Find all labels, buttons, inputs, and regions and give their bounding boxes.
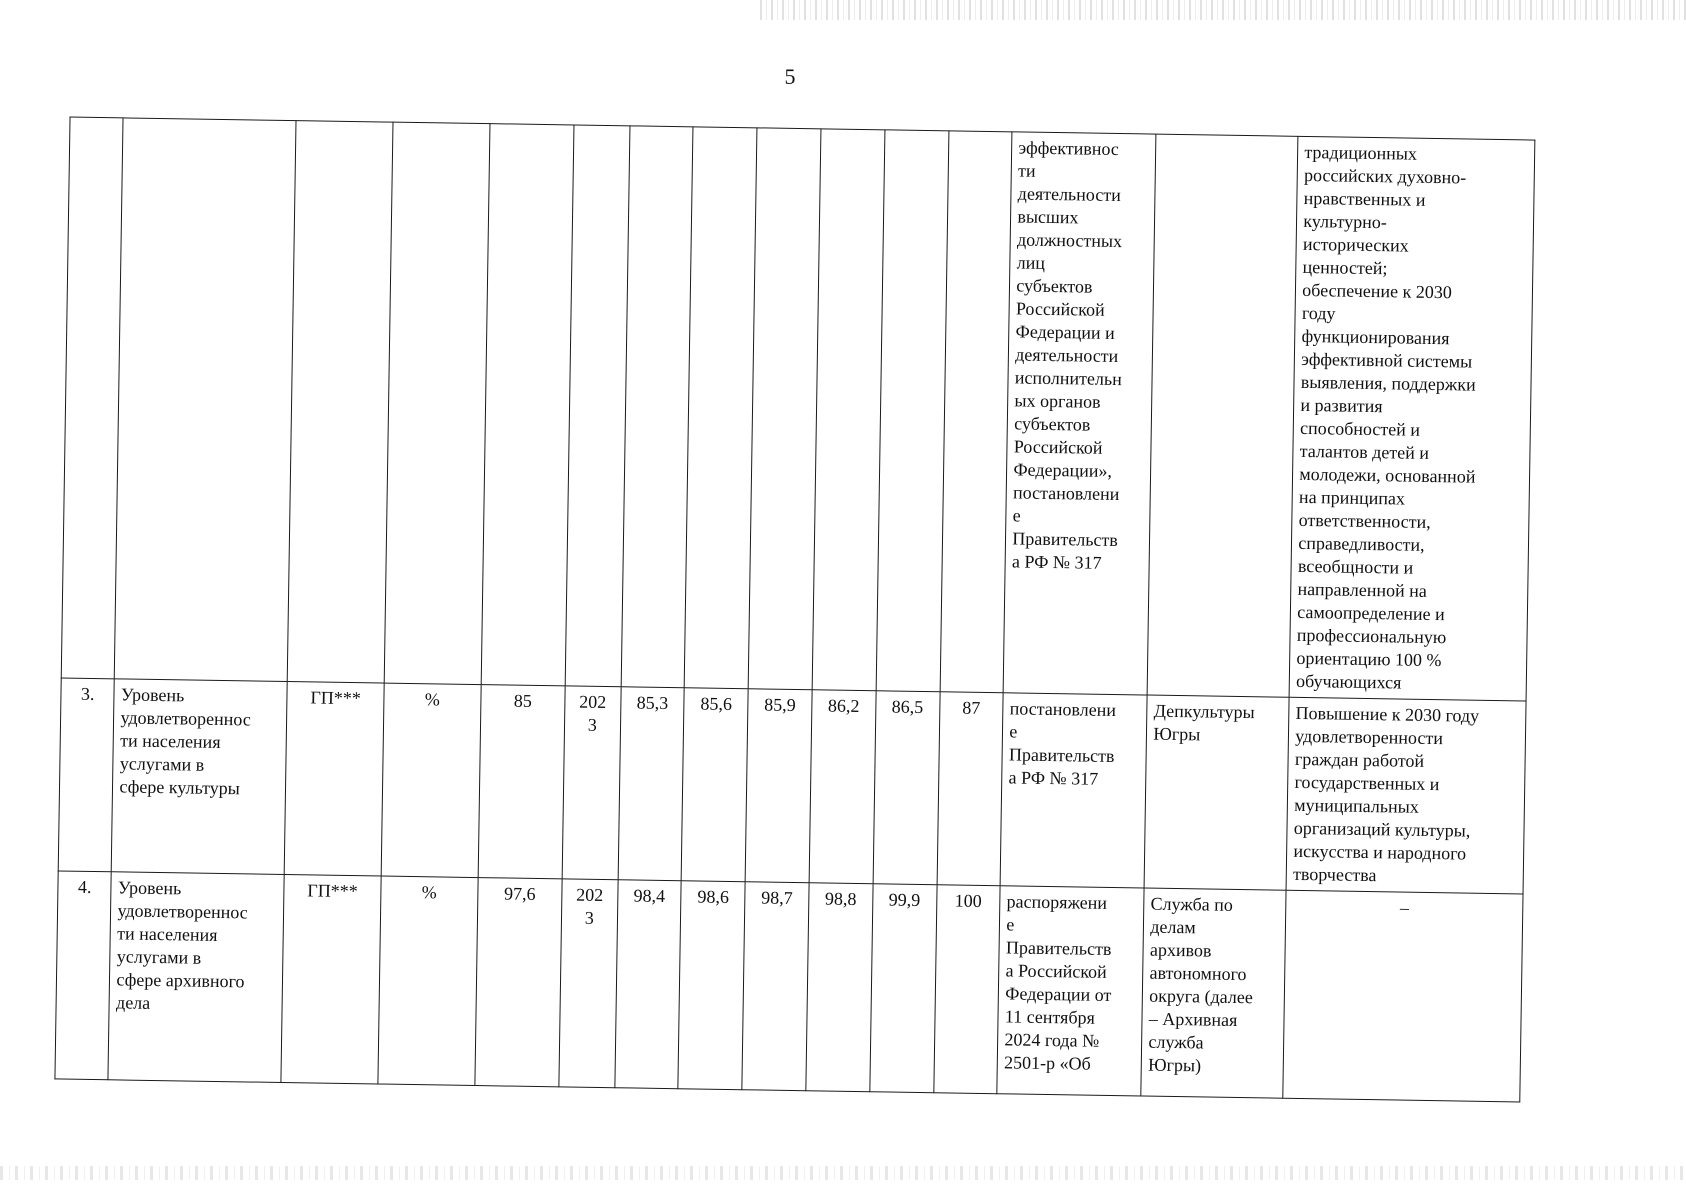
cell-unit <box>384 122 490 684</box>
cell-num: 4. <box>55 871 112 1080</box>
cell-level <box>288 121 394 683</box>
indicator-table <box>54 117 1535 1103</box>
cell-document: постановлени е Правительств а РФ № 317 <box>1000 693 1147 888</box>
cell-level: ГП*** <box>284 682 384 876</box>
cell-responsible <box>1147 134 1298 697</box>
table-row <box>58 678 1526 894</box>
cell-name <box>115 118 297 682</box>
cell-value <box>940 131 1013 693</box>
cell-value: 85,3 <box>618 687 685 881</box>
indicator-table-container <box>55 117 1536 1090</box>
cell-goal-link: – <box>1283 890 1523 1102</box>
cell-document: эффективнос ти деятельности высших должностных лиц субъектов Российской Федерации и деятельности исполнительн ых органов субъектов Российской Федерации», постановлени е Правительств а РФ № 317 <box>1003 132 1156 695</box>
cell-base-value: 85 <box>478 685 565 879</box>
cell-base-year: 202 3 <box>562 686 621 880</box>
page-number: 5 <box>784 64 796 89</box>
cell-value: 98,6 <box>678 881 745 1090</box>
cell-base-year: 202 3 <box>559 879 618 1088</box>
cell-value: 86,2 <box>809 690 876 884</box>
cell-document: распоряжени е Правительств а Российской Федерации от 11 сентября 2024 года № 2501-р «Об <box>997 886 1144 1096</box>
cell-value: 98,4 <box>614 880 681 1089</box>
table-row <box>55 871 1523 1102</box>
cell-base-year <box>565 125 629 687</box>
cell-value: 98,8 <box>806 883 873 1092</box>
cell-value <box>748 128 821 690</box>
cell-goal-link: традиционных российских духовно- нравственных и культурно- исторических ценностей; обеспечение к 2030 году функционирования эффективной системы выявления, поддержки и развития способностей и талантов детей и молодежи, основанной на принципах ответственности, справедливости, всеобщности и направленной на самоопределение и профессиональную ориентацию 100 % обучающихся <box>1289 136 1534 701</box>
cell-value: 86,5 <box>873 691 940 885</box>
cell-level: ГП*** <box>281 875 381 1084</box>
cell-unit: % <box>381 683 481 877</box>
cell-value: 87 <box>937 692 1004 886</box>
cell-responsible: Депкультуры Югры <box>1144 695 1289 890</box>
scan-artifact-top <box>760 0 1686 20</box>
cell-responsible: Служба по делам архивов автономного округа (далее – Архивная служба Югры) <box>1141 888 1286 1098</box>
cell-num <box>61 117 123 679</box>
cell-value <box>621 126 694 688</box>
scan-artifact-bottom <box>0 1166 1686 1180</box>
cell-num: 3. <box>58 678 115 872</box>
table-row-continuation <box>61 117 1535 701</box>
cell-value <box>812 129 885 691</box>
cell-value: 99,9 <box>870 884 937 1093</box>
cell-base-value <box>481 124 574 686</box>
cell-name: Уровень удовлетвореннос ти населения услугами в сфере архивного дела <box>108 872 284 1083</box>
cell-value: 98,7 <box>742 882 809 1091</box>
cell-unit: % <box>378 876 478 1085</box>
cell-goal-link: Повышение к 2030 году удовлетворенности граждан работой государственных и муниципальных организаций культуры, искусства и народного творчества <box>1286 697 1526 894</box>
cell-value: 85,9 <box>745 689 812 883</box>
cell-value: 85,6 <box>682 688 749 882</box>
cell-value: 100 <box>933 885 1000 1094</box>
cell-value <box>685 127 758 689</box>
cell-base-value: 97,6 <box>475 878 563 1087</box>
cell-name: Уровень удовлетвореннос ти населения услугами в сфере культуры <box>112 679 288 875</box>
cell-value <box>876 130 949 692</box>
